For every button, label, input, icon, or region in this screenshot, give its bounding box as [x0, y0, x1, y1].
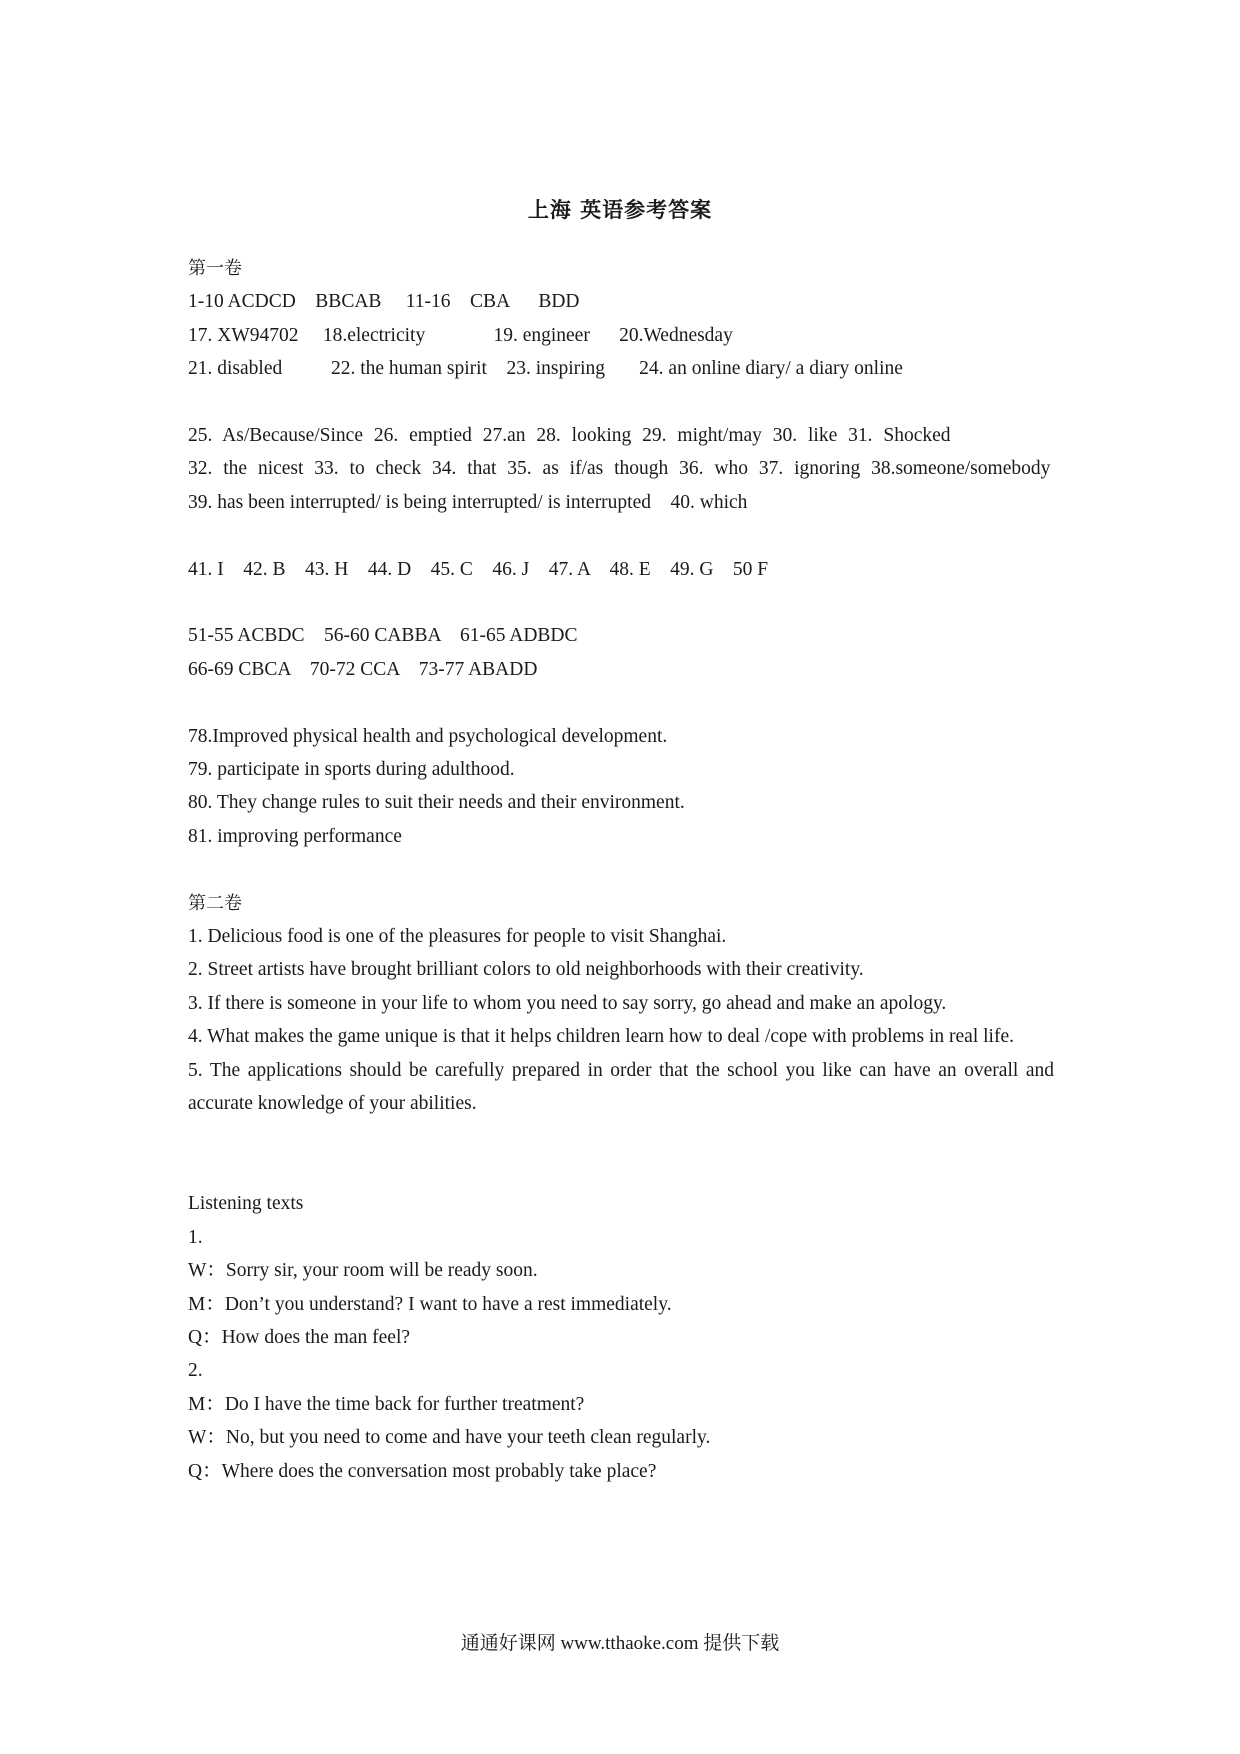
spacer	[188, 1120, 1054, 1187]
dialogue-line: Q：Where does the conversation most probably take place?	[188, 1460, 657, 1482]
part2-heading: 第二卷	[188, 892, 242, 914]
spacer	[188, 686, 1054, 719]
translation-answer: 3. If there is someone in your life to whom you need to say sorry, go ahead and make an apology.	[188, 992, 947, 1014]
listening-heading: Listening texts	[188, 1193, 304, 1215]
vocab-answers: 41. I 42. B 43. H 44. D 45. C 46. J 47. A 48. E 49. G 50 F	[188, 558, 769, 580]
grammar-answers: 32. the nicest 33. to check 34. that 35. as if/as though 36. who 37. ignoring 38.someone/somebody	[188, 458, 1051, 480]
reading-answers: 66-69 CBCA 70-72 CCA 73-77 ABADD	[188, 658, 538, 680]
summary-answer: 79. participate in sports during adulthood.	[188, 759, 515, 781]
part1-heading: 第一卷	[188, 258, 242, 279]
dialogue-line: M：Do I have the time back for further treatment?	[188, 1393, 585, 1415]
dialogue-number: 1.	[188, 1226, 203, 1248]
page-title: 上海 英语参考答案	[527, 198, 713, 222]
translation-answer: 2. Street artists have brought brilliant colors to old neighborhoods with their creativity.	[188, 959, 864, 981]
dialogue-line: M：Don’t you understand? I want to have a rest immediately.	[188, 1293, 672, 1315]
spacer	[188, 386, 1054, 419]
dialogue-line: W：Sorry sir, your room will be ready soon.	[188, 1260, 538, 1282]
spacer	[188, 586, 1054, 619]
translation-answer: 1. Delicious food is one of the pleasures for people to visit Shanghai.	[188, 926, 727, 948]
dialogue-number: 2.	[188, 1360, 203, 1382]
answer-line: 17. XW94702 18.electricity 19. engineer 20.Wednesday	[188, 324, 733, 346]
answer-line: 1-10 ACDCD BBCAB 11-16 CBA BDD	[188, 291, 580, 313]
answer-line: 21. disabled 22. the human spirit 23. inspiring 24. an online diary/ a diary online	[188, 358, 903, 380]
translation-answer: 4. What makes the game unique is that it helps children learn how to deal /cope with problems in real life.	[188, 1026, 1014, 1048]
grammar-answers: 39. has been interrupted/ is being interrupted/ is interrupted 40. which	[188, 491, 748, 513]
spacer	[188, 853, 1054, 886]
grammar-answers: 25. As/Because/Since 26. emptied 27.an 28. looking 29. might/may 30. like 31. Shocked	[188, 425, 951, 447]
page-footer: 通通好课网 www.tthaoke.com 提供下载	[460, 1633, 780, 1654]
document-body	[188, 252, 1054, 1488]
spacer	[188, 519, 1054, 552]
reading-answers: 51-55 ACBDC 56-60 CABBA 61-65 ADBDC	[188, 625, 578, 647]
summary-answer: 81. improving performance	[188, 825, 402, 847]
summary-answer: 78.Improved physical health and psychological development.	[188, 725, 668, 747]
translation-answer: 5. The applications should be carefully prepared in order that the school you like can have an overall and accurate knowledge of your abilities.	[188, 1059, 1054, 1115]
summary-answer: 80. They change rules to suit their needs and their environment.	[188, 792, 685, 814]
dialogue-line: Q：How does the man feel?	[188, 1326, 411, 1348]
dialogue-line: W：No, but you need to come and have your teeth clean regularly.	[188, 1427, 711, 1449]
